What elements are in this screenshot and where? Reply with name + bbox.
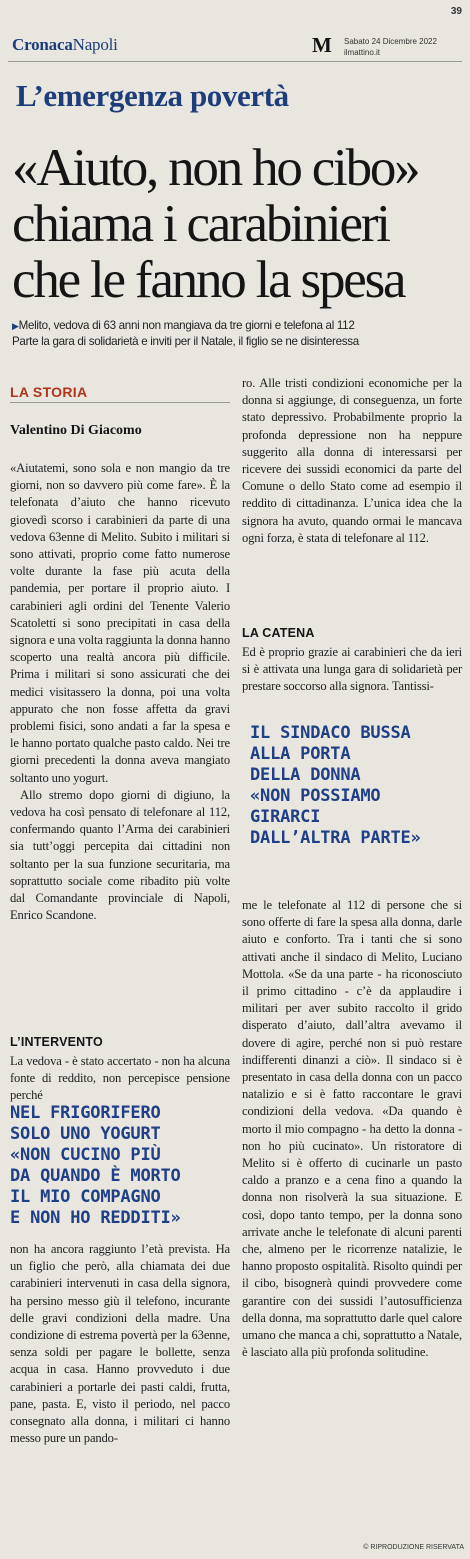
website: ilmattino.it: [344, 48, 381, 57]
article-paragraph: ro. Alle tristi condizioni economiche per la donna si aggiunge, di conseguenza, un forte stato depressivo. Probabilmente proprio la profonda depressione non ha neppure suggerito alla donna di interessarsi per ricevere dei sussidi economici da parte del Comune o dello Stato come ad esempio il reddito di cittadinanza. L’unica idea che la signora ha avuto, quando ormai le mancava ogni forza, è stata di telefonare al 112.: [242, 376, 462, 545]
subsection-heading-catena: LA CATENA: [242, 626, 315, 640]
byline: Valentino Di Giacomo: [10, 423, 142, 438]
article-column-1-mid: [10, 1053, 230, 1105]
pull-quote-line: E NON HO REDDITI»: [10, 1208, 181, 1228]
article-column-2-top: [242, 375, 462, 547]
article-column-1-bottom: [10, 1241, 230, 1447]
pull-quote-line: DALL’ALTRA PARTE»: [250, 828, 421, 848]
section-city: Napoli: [72, 35, 118, 54]
headline-line-3: che le fanno la spesa: [12, 251, 405, 309]
page-number: 39: [450, 6, 462, 17]
triangle-marker-icon: ▶: [12, 321, 19, 331]
pull-quote-line: SOLO UNO YOGURT: [10, 1124, 161, 1144]
pull-quote-line: IL SINDACO BUSSA: [250, 723, 411, 743]
section-bold: Cronaca: [12, 35, 73, 54]
story-label: LA STORIA: [10, 384, 88, 400]
publication-date: Sabato 24 Dicembre 2022: [344, 37, 437, 46]
pull-quote-line: DELLA DONNA: [250, 765, 361, 785]
pull-quote-2: [250, 723, 421, 849]
pull-quote-line: NEL FRIGORIFERO: [10, 1103, 161, 1123]
article-paragraph: Ed è proprio grazie ai carabinieri che da ieri si è attivata una lunga gara di solidarietà per prestare soccorso alla signora. Tantissi-: [242, 645, 462, 694]
pull-quote-line: DA QUANDO È MORTO: [10, 1166, 181, 1186]
article-column-2-bottom: [242, 897, 462, 1361]
article-paragraph: me le telefonate al 112 di persone che si sono offerte di fare la spesa alla donna, darle aiuto e conforto. Tra i tanti che si sono attivati anche il sindaco di Melito, Luciano Mottola. «Se da una parte - ha riconosciuto il primo cittadino - c’è da applaudire i militari per aver subito raccolto il grido disperato d’aiuto, dall’altra avevamo il dovere di agire, perché non si può restare indifferenti dinanzi a ciò». Il sindaco si è presentato in casa della donna con un pacco natalizio e si è fatto raccontare le gravi condizioni della vedova. «Da quando è morto il mio compagno - ha detto la donna - non ho più cucinato». Un ristoratore di Melito si è offerto di cucinarle un pasto caldo a pranzo e a cena fino a quando la donna non risolverà la sua situazione. E così, dopo tanto tempo, per la donna sono arrivate anche le telefonate di alcuni parenti che, almeno per le ricorrenze natalizie, le hanno proposto ospitalità. Risolto quindi per il cibo, bisognerà quindi provvedere come garantire con dei sussidi l’autosufficienza della donna, ma soprattutto darle quel calore umano che manca a chi, soprattutto a Natale, è lasciato alla più profonda solitudine.: [242, 898, 462, 1360]
article-paragraph: non ha ancora raggiunto l’età prevista. Ha un figlio che però, alla chiamata dei due carabinieri intervenuti in casa della signora, ha persino messo giù il telefono, incurante delle gravi condizioni della madre. Una condizione di estrema povertà per la 63enne, senza soldi per pagare le bollette, senza acqua in casa. Hanno provveduto i due carabinieri a portarle dei pasti caldi, frutta, pane, pasta. E, visto il periodo, nel pacco consegnato alla donna, i militari ci hanno messo pure un pando-: [10, 1242, 230, 1446]
subhead-line-2: Parte la gara di solidarietà e inviti per il Natale, il figlio se ne disinteressa: [12, 335, 359, 348]
subhead-line-1: [12, 318, 467, 334]
masthead: [8, 22, 462, 62]
pull-quote-line: «NON CUCINO PIÙ: [10, 1145, 161, 1165]
copyright-notice: © RIPRODUZIONE RISERVATA: [363, 1544, 464, 1551]
headline-line-1: «Aiuto, non ho cibo»: [12, 139, 419, 197]
article-column-1-top: [10, 460, 230, 924]
story-divider: [10, 402, 230, 403]
pull-quote-line: ALLA PORTA: [250, 744, 351, 764]
subsection-heading-intervento: L’INTERVENTO: [10, 1035, 103, 1049]
kicker: L’emergenza povertà: [16, 78, 289, 113]
subhead-text-1: Melito, vedova di 63 anni non mangiava da tre giorni e telefona al 112: [18, 319, 355, 332]
newspaper-logo: M: [312, 33, 332, 57]
article-paragraph: La vedova - è stato accertato - non ha alcuna fonte di reddito, non percepisce pensione perché: [10, 1054, 230, 1103]
article-column-2-mid: [242, 644, 462, 696]
article-paragraph: «Aiutatemi, sono sola e non mangio da tre giorni, non so davvero più come fare». È la telefonata d’aiuto che hanno ricevuto giovedì scorso i carabinieri da parte di una vedova 63enne di Melito. Subito i militari si sono attivati, proprio come fatto numerose volte durante la fase più acuta della pandemia, per portare il proprio aiuto. I carabinieri agli ordini del Tenente Valerio Scatoletti si sono precipitati in casa della signora e una volta raggiunta la donna hanno scoperto una realtà ancora più difficile. Prima i militari si sono assicurati che dei medici visitassero la donna, poi una volta appurato che non fosse affetta da gravi problemi fisici, sono andati a far la spesa e le hanno portato qualche pasto caldo. Nei tre giorni precedenti la donna aveva mangiato soltanto uno yogurt.: [10, 461, 230, 785]
headline-line-2: chiama i carabinieri: [12, 195, 389, 253]
article-paragraph: Allo stremo dopo giorni di digiuno, la vedova ha così pensato di telefonare al 112, confermando quanto l’Arma dei carabinieri sia tutt’oggi percepita dai cittadini non soltanto per la sua funzione securitaria, ma soprattutto sociale come ribadito più volte dal Comandante provinciale di Napoli, Enrico Scandone.: [10, 787, 230, 923]
dateline: [344, 36, 437, 58]
headline: [12, 140, 462, 308]
pull-quote-line: GIRARCI: [250, 807, 321, 827]
pull-quote-1: [10, 1103, 181, 1229]
pull-quote-line: «NON POSSIAMO: [250, 786, 381, 806]
pull-quote-line: IL MIO COMPAGNO: [10, 1187, 161, 1207]
section-title: [12, 35, 118, 55]
subheadline: [12, 318, 467, 349]
